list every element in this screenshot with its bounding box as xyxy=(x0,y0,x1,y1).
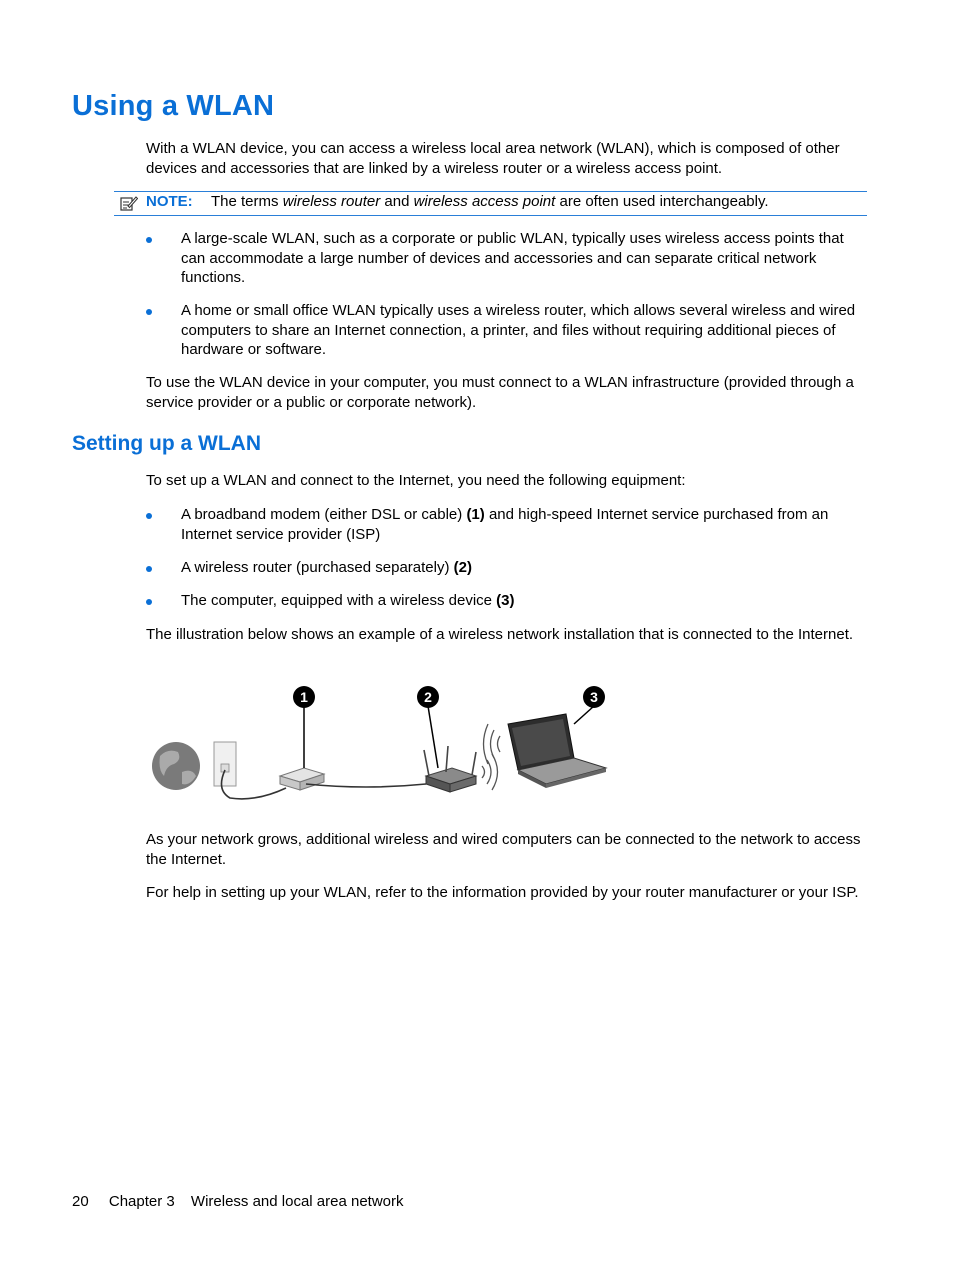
list-item: A home or small office WLAN typically uses a wireless router, which allows several wireless and wired computers to share an Internet connection, a printer, and files without requiring additional pieces of hardware or software. xyxy=(146,301,870,360)
list-item: The computer, equipped with a wireless device (3) xyxy=(146,591,870,611)
callout-3 xyxy=(583,686,605,708)
note-box xyxy=(114,191,867,216)
svg-text:1: 1 xyxy=(300,689,308,705)
bullet-icon xyxy=(146,237,152,243)
wireless-network-illustration xyxy=(146,680,616,810)
note-label: NOTE: xyxy=(146,193,193,210)
chapter-title: Wireless and local area network xyxy=(190,1193,404,1210)
bullet-icon xyxy=(146,513,152,519)
setup-intro-paragraph: To set up a WLAN and connect to the Internet, you need the following equipment: xyxy=(146,472,686,489)
broadband-modem-icon xyxy=(280,768,324,790)
illustration-paragraph: The illustration below shows an example of a wireless network installation that is connected to the Internet. xyxy=(146,626,854,643)
bullet-icon xyxy=(146,566,152,572)
callout-1 xyxy=(293,686,315,708)
chapter-label: Chapter 3 xyxy=(108,1193,175,1210)
list-item: A large-scale WLAN, such as a corporate or public WLAN, typically uses wireless access points that can accommodate a large number of devices and accessories and can separate critical network functions. xyxy=(146,229,870,288)
internet-globe-icon xyxy=(152,742,200,790)
wall-jack-icon xyxy=(214,742,236,786)
term-wireless-router: wireless router xyxy=(282,193,381,210)
section-heading: Setting up a WLAN xyxy=(72,432,261,455)
note-icon xyxy=(120,195,138,211)
page-footer xyxy=(72,1193,420,1210)
laptop-icon xyxy=(508,714,606,788)
help-paragraph: For help in setting up your WLAN, refer to the information provided by your router manufacturer or your ISP. xyxy=(146,884,859,901)
bullet-icon xyxy=(146,309,152,315)
bullet-icon xyxy=(146,599,152,605)
term-wireless-access-point: wireless access point xyxy=(413,193,556,210)
page-number: 20 xyxy=(72,1193,89,1210)
growth-paragraph: As your network grows, additional wireless and wired computers can be connected to the network to access the Internet. xyxy=(146,831,861,868)
wireless-signal-icon xyxy=(484,724,501,764)
infrastructure-paragraph: To use the WLAN device in your computer, you must connect to a WLAN infrastructure (provided through a service provider or a public or corporate network). xyxy=(146,374,854,411)
callout-2 xyxy=(417,686,439,708)
note-text: The terms wireless router and wireless access point are often used interchangeably. xyxy=(211,193,769,210)
wireless-signal-icon xyxy=(482,754,498,790)
intro-paragraph: With a WLAN device, you can access a wireless local area network (WLAN), which is composed of other devices and accessories that are linked by a wireless router or a wireless access point. xyxy=(146,140,840,177)
wireless-router-icon xyxy=(424,746,476,792)
svg-text:3: 3 xyxy=(590,689,598,705)
page-title: Using a WLAN xyxy=(72,90,275,122)
list-item: A wireless router (purchased separately) (2) xyxy=(146,558,870,578)
list-item: A broadband modem (either DSL or cable) (1) and high-speed Internet service purchased from an Internet service provider (ISP) xyxy=(146,505,870,544)
svg-text:2: 2 xyxy=(424,689,432,705)
